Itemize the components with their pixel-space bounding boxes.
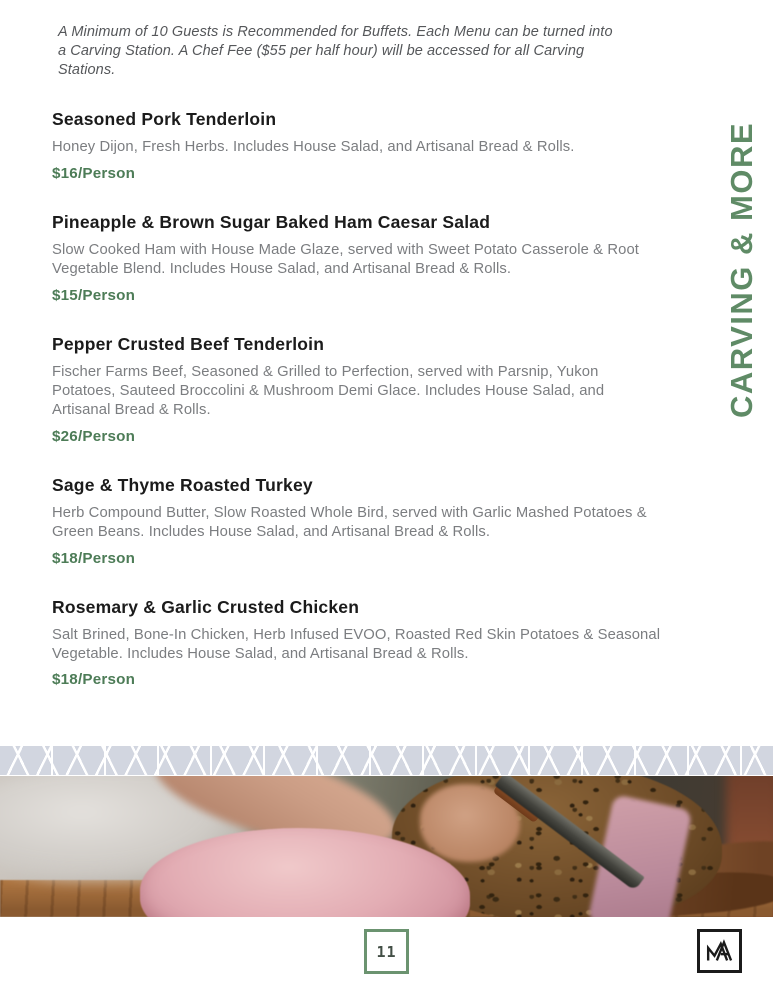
- menu-content-column: [52, 0, 664, 688]
- decorative-pattern-band: [0, 746, 773, 775]
- item-price: $18/Person: [52, 671, 136, 689]
- item-description: Fischer Farms Beef, Seasoned & Grilled to Perfection, served with Parsnip, Yukon Potatoes, Sauteed Broccolini & Mushroom Demi Glace. Includes House Salad, and Artisanal Bread & Rolls.: [52, 363, 605, 419]
- item-description: Herb Compound Butter, Slow Roasted Whole Bird, served with Garlic Mashed Potatoes & Green Beans. Includes House Salad, and Artisanal Bread & Rolls.: [52, 504, 647, 541]
- section-title-vertical: CARVING & MORE: [724, 121, 759, 418]
- page-number: 11: [376, 942, 397, 961]
- item-price: $16/Person: [52, 164, 136, 182]
- item-name: Sage & Thyme Roasted Turkey: [52, 474, 313, 495]
- menu-item-baked-ham: [52, 211, 664, 304]
- menu-item-pork-tenderloin: [52, 108, 664, 181]
- item-name: Pepper Crusted Beef Tenderloin: [52, 333, 325, 354]
- item-description: Salt Brined, Bone-In Chicken, Herb Infused EVOO, Roasted Red Skin Potatoes & Seasonal Vegetable. Includes House Salad, and Artisanal Bread & Rolls.: [52, 626, 661, 663]
- menu-item-roasted-turkey: [52, 474, 664, 567]
- brand-logo: [697, 929, 742, 973]
- item-name: Pineapple & Brown Sugar Baked Ham Caesar Salad: [52, 211, 491, 232]
- intro-note: A Minimum of 10 Guests is Recommended for Buffets. Each Menu can be turned into a Carving Station. A Chef Fee ($55 per half hour) will be accessed for all Carving Stations.: [58, 24, 613, 78]
- item-price: $15/Person: [52, 286, 136, 304]
- page-number-box: [364, 929, 409, 974]
- item-price: $18/Person: [52, 549, 136, 567]
- am-monogram-icon: [704, 936, 736, 966]
- item-name: Seasoned Pork Tenderloin: [52, 109, 277, 130]
- item-description: Honey Dijon, Fresh Herbs. Includes House Salad, and Artisanal Bread & Rolls.: [52, 139, 575, 156]
- menu-item-crusted-chicken: [52, 596, 664, 689]
- item-name: Rosemary & Garlic Crusted Chicken: [52, 596, 360, 617]
- item-price: $26/Person: [52, 427, 136, 445]
- carving-station-photo: [0, 776, 773, 917]
- item-description: Slow Cooked Ham with House Made Glaze, served with Sweet Potato Casserole & Root Vegetable Blend. Includes House Salad, and Artisanal Bread & Rolls.: [52, 241, 639, 278]
- menu-item-beef-tenderloin: [52, 333, 664, 445]
